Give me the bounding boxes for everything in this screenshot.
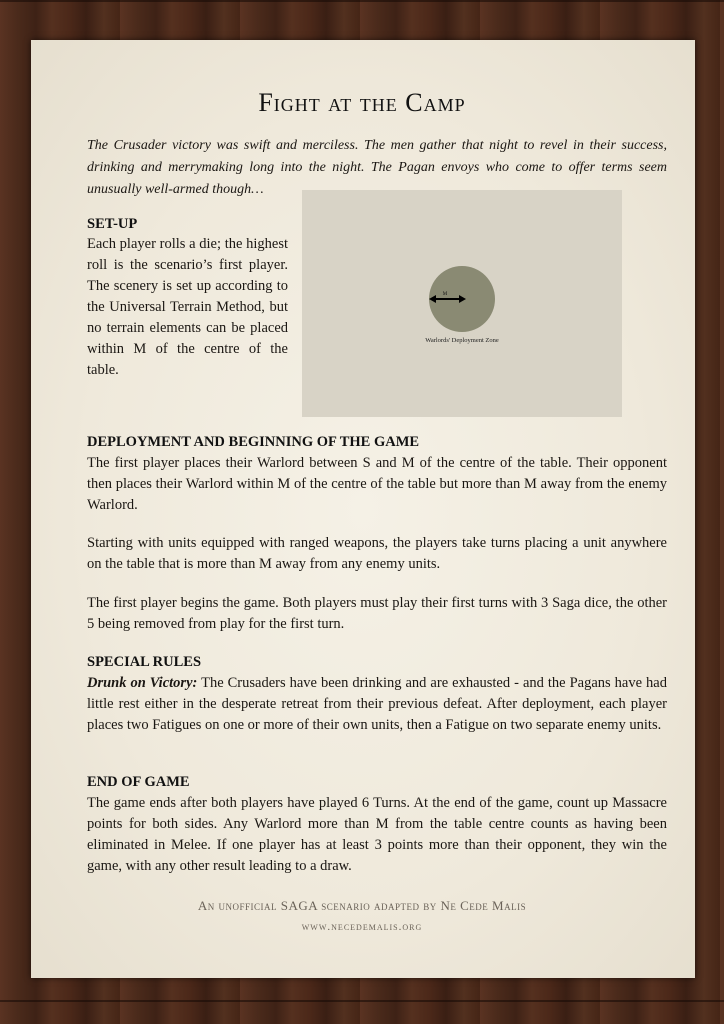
- special-rules-heading: SPECIAL RULES: [87, 654, 202, 670]
- deployment-heading: DEPLOYMENT AND BEGINNING OF THE GAME: [87, 434, 420, 450]
- setup-text: Each player rolls a die; the highest roll is the scenario’s first player. The scenery is set up according to the Universal Terrain Method, but no terrain elements can be placed within M of the centre of the table.: [87, 236, 288, 378]
- end-of-game-heading: END OF GAME: [87, 774, 190, 790]
- footer-credit: An unofficial SAGA scenario adapted by Ne Cede Malis: [197, 898, 527, 913]
- special-rule-text: The Crusaders have been drinking and are exhausted - and the Pagans have had little rest either in the desperate retreat from their previous defeat. After deployment, each player places two Fatigues on one or more of their own units, then a Fatigue on two separate enemy units.: [87, 675, 667, 733]
- wood-seam: [0, 1000, 724, 1002]
- map-diagram: [302, 190, 622, 417]
- special-rule-name: Drunk on Victory:: [87, 675, 198, 691]
- page-title: Fight at the Camp: [258, 88, 466, 117]
- end-of-game-text: The game ends after both players have played 6 Turns. At the end of the game, count up Massacre points for both sides. Any Warlord more than M from the table centre counts as having been eliminated in Melee. If one player has at least 3 points more than their opponent, they win the game, with any other result leading to a draw.: [87, 795, 667, 874]
- deployment-paragraph: The first player places their Warlord between S and M of the centre of the table. Their opponent then places their Warlord within M of the centre of the table but more than M away from the enemy Warlord.: [87, 455, 667, 513]
- intro-text: The Crusader victory was swift and merciless. The men gather that night to revel in their success, drinking and merrymaking long into the night. The Pagan envoys who come to offer terms seem unusually well-armed though…: [87, 138, 667, 197]
- deployment-paragraph: The first player begins the game. Both players must play their first turns with 3 Saga dice, the other 5 being removed from play for the first turn.: [87, 595, 667, 632]
- setup-heading: SET-UP: [87, 216, 138, 232]
- deployment-zone-label: Warlords' Deployment Zone: [425, 337, 499, 344]
- special-rule-paragraph: [87, 673, 667, 736]
- wood-seam: [0, 0, 724, 2]
- deployment-paragraph: Starting with units equipped with ranged weapons, the players take turns placing a unit anywhere on the table that is more than M away from any enemy units.: [87, 535, 667, 572]
- footer-url: www.necedemalis.org: [301, 921, 423, 933]
- arrow-label: M: [442, 292, 448, 297]
- table-map: [302, 190, 622, 417]
